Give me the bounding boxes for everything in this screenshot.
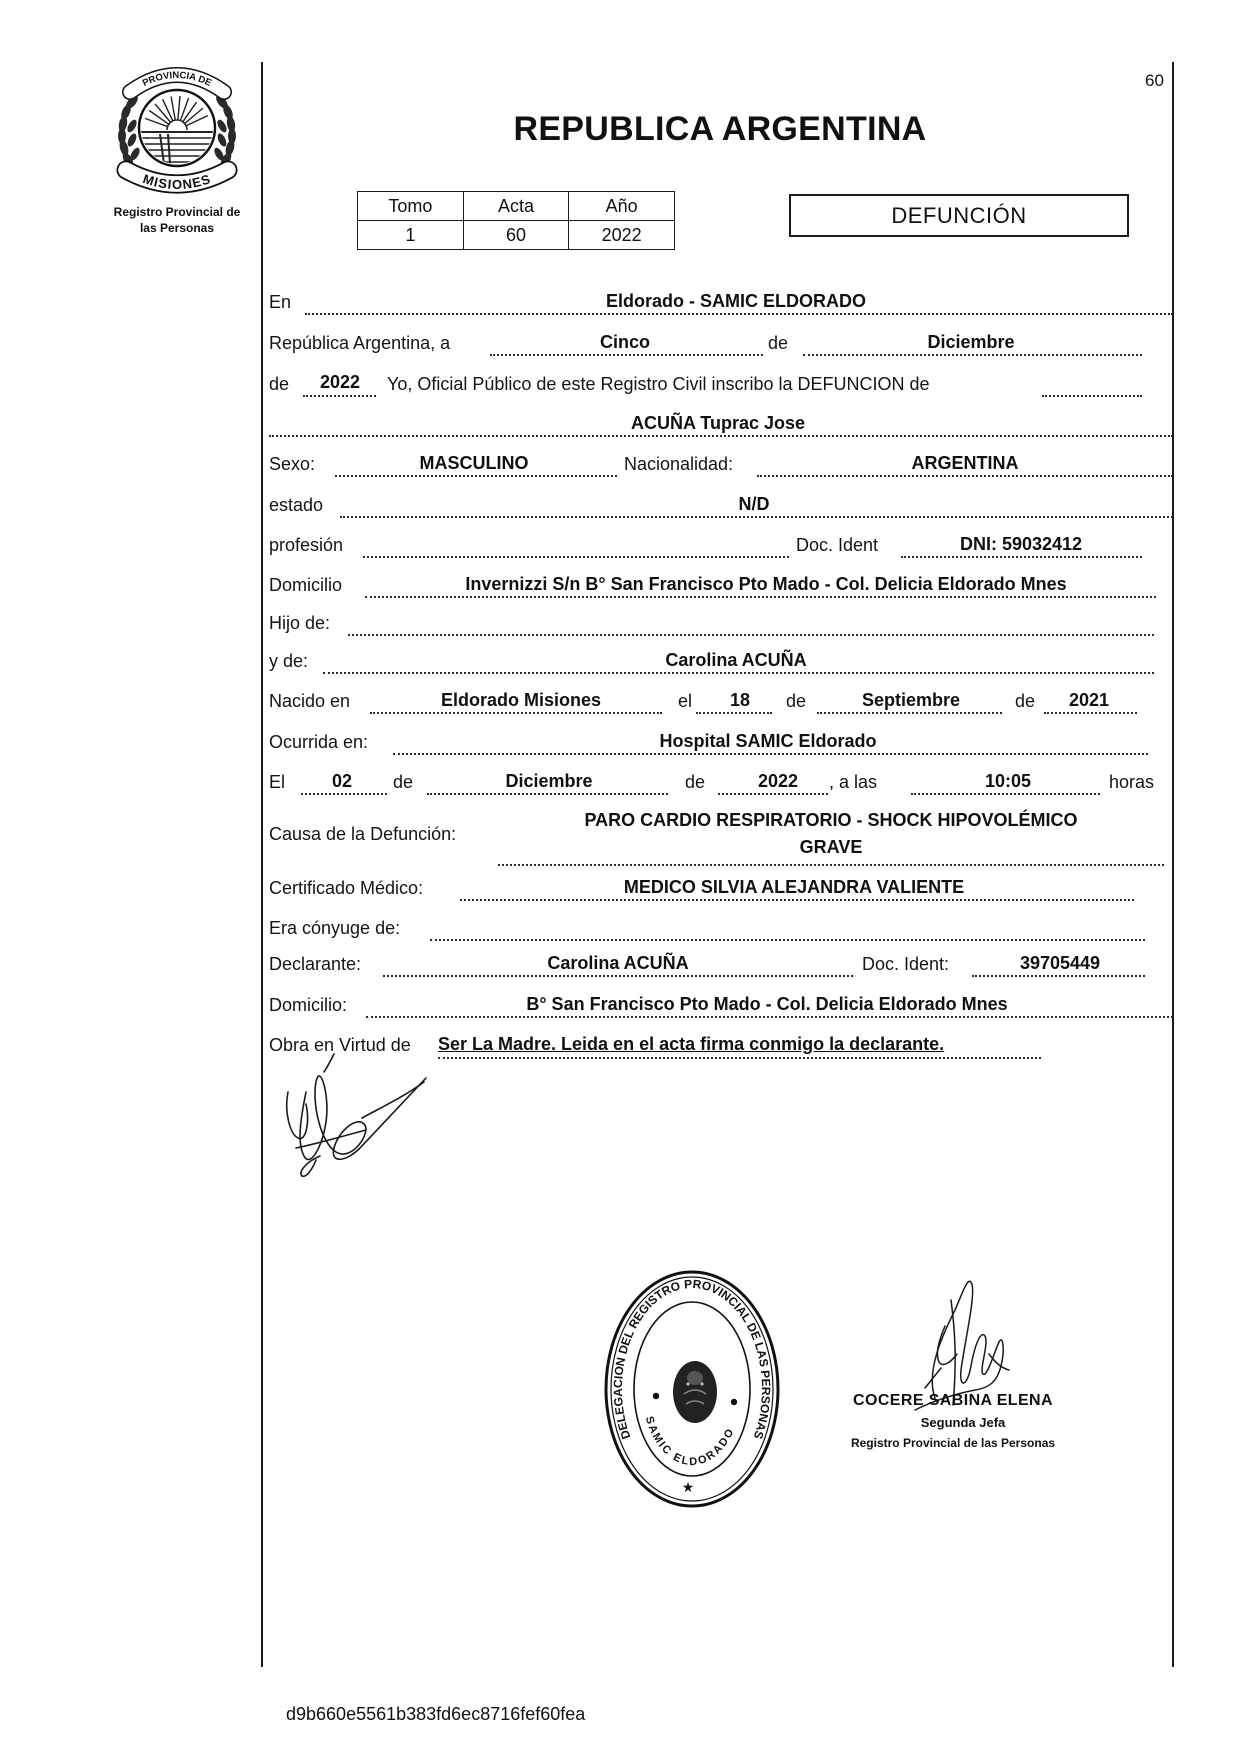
father-label: Hijo de: xyxy=(269,613,331,633)
dotted-line xyxy=(498,864,1164,866)
address-value: Invernizzi S/n B° San Francisco Pto Mado - Col. Delicia Eldorado Mnes xyxy=(465,574,1067,594)
registry-label-line2: las Personas xyxy=(139,221,215,235)
declarant-doc-value: 39705449 xyxy=(1019,953,1101,973)
dotted-line xyxy=(365,596,1156,598)
el-label: el xyxy=(678,691,693,711)
dotted-line xyxy=(1044,712,1137,714)
dotted-line xyxy=(303,395,376,397)
certificate-label: Certificado Médico: xyxy=(269,878,424,898)
stamp-star-icon: ★ xyxy=(681,1480,695,1496)
dotted-line xyxy=(718,793,828,795)
time-label: , a las xyxy=(829,772,878,792)
dotted-line xyxy=(438,1057,1041,1059)
death-day-value: 02 xyxy=(331,771,353,791)
dotted-line xyxy=(301,793,387,795)
registry-label-line1: Registro Provincial de xyxy=(113,205,241,219)
birth-place-value: Eldorado Misiones xyxy=(440,690,602,710)
birth-year-value: 2021 xyxy=(1068,690,1110,710)
dotted-line xyxy=(370,712,662,714)
table-cell-anio: 2022 xyxy=(569,221,675,250)
dotted-line xyxy=(817,712,1002,714)
table-cell-acta: 60 xyxy=(463,221,569,250)
sex-label: Sexo: xyxy=(269,454,316,474)
de-label: de xyxy=(768,333,789,353)
signatory-name: COCERE SABINA ELENA xyxy=(853,1392,1053,1409)
death-year-value: 2022 xyxy=(757,771,799,791)
mother-value: Carolina ACUÑA xyxy=(665,650,807,670)
dotted-line xyxy=(1042,395,1142,397)
certificate-value: MEDICO SILVIA ALEJANDRA VALIENTE xyxy=(623,877,965,897)
de-label: de xyxy=(685,772,706,792)
declarant-address-value: B° San Francisco Pto Mado - Col. Delicia Eldorado Mnes xyxy=(526,994,1008,1014)
dotted-line xyxy=(340,516,1173,518)
nationality-label: Nacionalidad: xyxy=(624,454,734,474)
registration-year-value: 2022 xyxy=(319,372,361,392)
dotted-line xyxy=(366,1016,1173,1018)
doc-value: DNI: 59032412 xyxy=(959,534,1083,554)
logo-text-top: PROVINCIA DE xyxy=(140,69,214,89)
nationality-value: ARGENTINA xyxy=(911,453,1019,473)
dotted-line xyxy=(803,354,1142,356)
registration-month-value: Diciembre xyxy=(927,332,1015,352)
address-label: Domicilio xyxy=(269,575,343,595)
dotted-line xyxy=(323,672,1154,674)
place-value: Eldorado - SAMIC ELDORADO xyxy=(606,291,866,311)
occurred-label: Ocurrida en: xyxy=(269,732,369,752)
table-header-row xyxy=(358,192,675,221)
svg-text:SAMIC ELDORADO xyxy=(643,1415,737,1468)
registration-day-value: Cinco xyxy=(599,332,651,352)
logo-text-bottom: MISIONES xyxy=(141,171,213,193)
profession-label: profesión xyxy=(269,535,344,555)
table-cell-tomo: 1 xyxy=(358,221,464,250)
dotted-line xyxy=(383,975,853,977)
official-stamp xyxy=(598,1266,786,1512)
basis-label: Obra en Virtud de xyxy=(269,1035,411,1055)
civil-status-value: N/D xyxy=(738,494,770,514)
stamp-dot-icon xyxy=(653,1393,659,1399)
page-number: 60 xyxy=(1145,71,1164,90)
spouse-label: Era cónyuge de: xyxy=(269,918,401,938)
deceased-name-value: ACUÑA Tuprac Jose xyxy=(630,413,806,433)
declarant-doc-label: Doc. Ident: xyxy=(862,954,950,974)
declarant-signature xyxy=(276,1052,431,1182)
dotted-line xyxy=(269,435,1173,437)
declarant-value: Carolina ACUÑA xyxy=(547,953,689,973)
birth-place-label: Nacido en xyxy=(269,691,351,711)
dotted-line xyxy=(696,712,772,714)
dotted-line xyxy=(348,634,1154,636)
el-label: El xyxy=(269,772,286,792)
dotted-line xyxy=(460,899,1134,901)
dotted-line xyxy=(911,793,1100,795)
stamp-dot-icon xyxy=(731,1399,737,1405)
de-label: de xyxy=(786,691,807,711)
hours-label: horas xyxy=(1109,772,1155,792)
birth-day-value: 18 xyxy=(729,690,751,710)
de-label: de xyxy=(393,772,414,792)
cause-value-line2: GRAVE xyxy=(799,837,863,857)
doc-label: Doc. Ident xyxy=(796,535,879,555)
country-label: República Argentina, a xyxy=(269,333,451,353)
mother-label: y de: xyxy=(269,651,309,671)
stamp-outer-text: DELEGACION DEL REGISTRO PROVINCIAL DE LAS PERSONAS xyxy=(610,1276,774,1441)
dotted-line xyxy=(335,475,617,477)
record-number-table xyxy=(357,191,675,250)
table-header-acta: Acta xyxy=(463,192,569,221)
de-label: de xyxy=(1015,691,1036,711)
death-time-value: 10:05 xyxy=(984,771,1032,791)
page-title: REPUBLICA ARGENTINA xyxy=(513,110,927,148)
place-label: En xyxy=(269,292,292,312)
cause-label: Causa de la Defunción: xyxy=(269,824,457,844)
table-row xyxy=(358,221,675,250)
dotted-line xyxy=(427,793,668,795)
record-type-box: DEFUNCIÓN xyxy=(789,194,1129,237)
dotted-line xyxy=(490,354,763,356)
table-header-tomo: Tomo xyxy=(358,192,464,221)
birth-month-value: Septiembre xyxy=(861,690,961,710)
signatory-role: Segunda Jefa xyxy=(920,1415,1006,1430)
death-month-value: Diciembre xyxy=(505,771,593,791)
cause-value-line1: PARO CARDIO RESPIRATORIO - SHOCK HIPOVOLÉMICO xyxy=(584,810,1078,830)
right-margin-line xyxy=(1172,62,1174,1667)
occurred-place-value: Hospital SAMIC Eldorado xyxy=(659,731,877,751)
civil-status-label: estado xyxy=(269,495,324,515)
province-seal-logo xyxy=(112,56,242,196)
basis-value: Ser La Madre. Leida en el acta firma conmigo la declarante. xyxy=(438,1034,945,1054)
dotted-line xyxy=(757,475,1173,477)
dotted-line xyxy=(305,313,1173,315)
dotted-line xyxy=(393,753,1148,755)
table-header-anio: Año xyxy=(569,192,675,221)
document-hash: d9b660e5561b383fd6ec8716fef60fea xyxy=(286,1704,586,1724)
de-label: de xyxy=(269,374,290,394)
stamp-emblem-icon xyxy=(673,1361,717,1423)
sex-value: MASCULINO xyxy=(419,453,529,473)
dotted-line xyxy=(363,556,789,558)
left-margin-line xyxy=(261,62,263,1667)
dotted-line xyxy=(430,939,1145,941)
dotted-line xyxy=(901,556,1142,558)
declarant-label: Declarante: xyxy=(269,954,362,974)
signatory-office: Registro Provincial de las Personas xyxy=(850,1436,1056,1450)
statement-text: Yo, Oficial Público de este Registro Civil inscribo la DEFUNCION de xyxy=(387,374,930,394)
declarant-address-label: Domicilio: xyxy=(269,995,348,1015)
dotted-line xyxy=(972,975,1145,977)
stamp-inner-text: SAMIC ELDORADO xyxy=(642,1414,738,1469)
